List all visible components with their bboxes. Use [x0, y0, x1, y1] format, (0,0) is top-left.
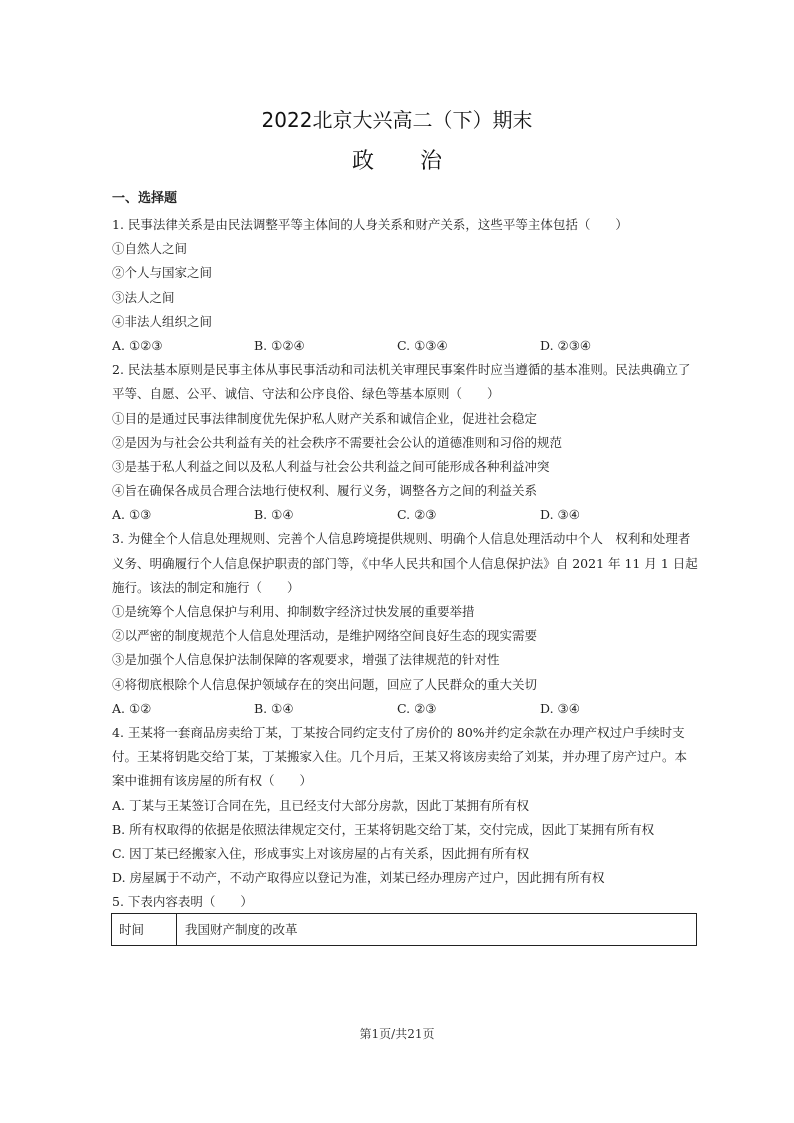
question-3-item-4: ④将彻底根除个人信息保护领域存在的突出问题，回应了人民群众的重大关切 [112, 676, 538, 692]
section-heading: 一、选择题 [112, 191, 178, 206]
option-a: A. ①② [112, 700, 152, 716]
question-1-item-4: ④非法人组织之间 [112, 313, 213, 329]
document-title: 2022北京大兴高二（下）期末 [261, 108, 533, 132]
option-d: D. ③④ [540, 507, 580, 523]
page-number: 第1页/共21页 [359, 1027, 435, 1041]
question-3-options [112, 697, 702, 721]
option-c: C. ②③ [397, 507, 437, 523]
question-1-options [112, 334, 702, 358]
question-1-stem: 1. 民事法律关系是由民法调整平等主体间的人身关系和财产关系，这些平等主体包括（ ） [112, 217, 628, 232]
question-4-option-b: B. 所有权取得的依据是依照法律规定交付，王某将钥匙交给丁某，交付完成，因此丁某拥有所有权 [112, 821, 655, 837]
question-2-item-3: ③是基于私人利益之间以及私人利益与社会公共利益之间可能形成各种利益冲突 [112, 458, 550, 474]
question-2-stem-line-2: 平等、自愿、公平、诚信、守法和公序良俗、绿色等基本原则（ ） [112, 386, 500, 402]
option-d: D. ②③④ [540, 337, 592, 353]
question-4-stem-line-3: 案中谁拥有该房屋的所有权（ ） [112, 773, 313, 789]
question-5-stem: 5. 下表内容表明（ ） [112, 894, 253, 910]
question-3-stem-line-1: 3. 为健全个人信息处理规则、完善个人信息跨境提供规则、明确个人信息处理活动中个人 权利和处理者 [112, 531, 691, 547]
question-4-option-d: D. 房屋属于不动产，不动产取得应以登记为准，刘某已经办理房产过户，因此拥有所有权 [112, 870, 605, 886]
question-2-item-4: ④旨在确保各成员合理合法地行使权利、履行义务，调整各方之间的利益关系 [112, 483, 538, 499]
option-b: B. ①②④ [254, 337, 305, 353]
question-3-stem-line-2: 义务、明确履行个人信息保护职责的部门等，《中华人民共和国个人信息保护法》自 2021 年 11 月 1 日起 [112, 555, 698, 571]
question-2-item-1: ①目的是通过民事法律制度优先保护私人财产关系和诚信企业，促进社会稳定 [112, 410, 538, 426]
subject-title [0, 147, 794, 177]
option-b: B. ①④ [254, 700, 294, 716]
question-1-item-2: ②个人与国家之间 [112, 265, 213, 281]
option-d: D. ③④ [540, 700, 580, 716]
question-list [112, 213, 702, 914]
subject-char-1: 政 [351, 149, 374, 174]
table-header-reform: 我国财产制度的改革 [185, 922, 298, 937]
question-1-item-1: ①自然人之间 [112, 241, 188, 257]
question-3-item-3: ③是加强个人信息保护法制保障的客观要求，增强了法律规范的针对性 [112, 652, 500, 668]
option-a: A. ①③ [112, 507, 152, 523]
subject-char-2: 治 [420, 149, 443, 174]
question-4-stem-line-2: 付。王某将钥匙交给丁某，丁某搬家入住。几个月后，王某又将该房卖给了刘某，并办理了房产过户。本 [112, 749, 688, 765]
question-4-option-a: A. 丁某与王某签订合同在先，且已经支付大部分房款，因此丁某拥有所有权 [112, 797, 529, 813]
question-3-item-2: ②以严密的制度规范个人信息处理活动，是维护网络空间良好生态的现实需要 [112, 628, 538, 644]
question-4-stem-line-1: 4. 王某将一套商品房卖给丁某，丁某按合同约定支付了房价的 80%并约定余款在办理产权过户手续时支 [112, 724, 685, 740]
question-3-item-1: ①是统筹个人信息保护与利用、抑制数字经济过快发展的重要举措 [112, 604, 475, 619]
question-2-options [112, 503, 702, 527]
question-4-option-c: C. 因丁某已经搬家入住，形成事实上对该房屋的占有关系，因此拥有所有权 [112, 845, 530, 861]
option-b: B. ①④ [254, 507, 294, 523]
question-5-table [111, 913, 697, 946]
question-3-stem-line-3: 施行。该法的制定和施行（ ） [112, 579, 300, 595]
question-2-item-2: ②是因为与社会公共利益有关的社会秩序不需要社会公认的道德准则和习俗的规范 [112, 434, 563, 450]
table-header-time: 时间 [112, 914, 177, 945]
option-a: A. ①②③ [112, 337, 163, 353]
question-2-stem-line-1: 2. 民法基本原则是民事主体从事民事活动和司法机关审理民事案件时应当遵循的基本准则。民法典确立了 [112, 362, 691, 378]
option-c: C. ①③④ [397, 337, 448, 353]
question-1-item-3: ③法人之间 [112, 289, 175, 305]
option-c: C. ②③ [397, 700, 437, 716]
